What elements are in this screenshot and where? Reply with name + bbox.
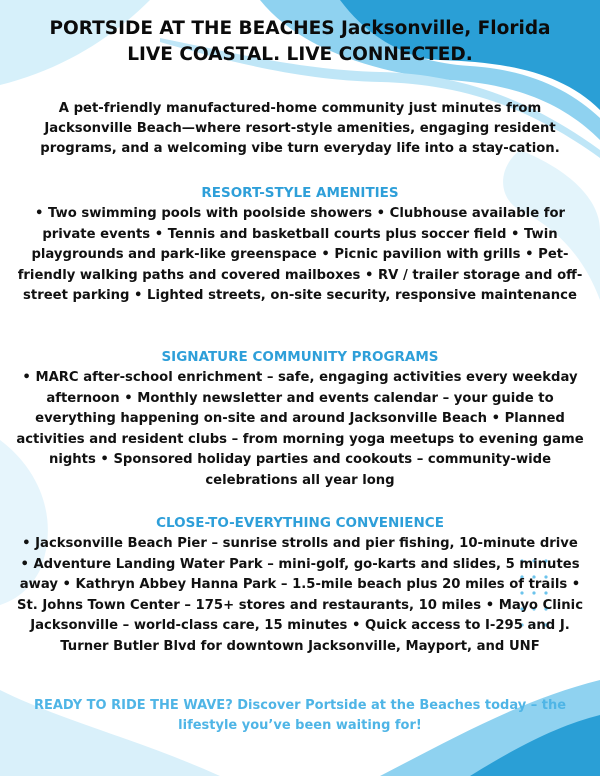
title-line: PORTSIDE AT THE BEACHES Jacksonville, Florida (49, 18, 551, 39)
section-title-amenities: RESORT-STYLE AMENITIES (201, 185, 399, 201)
page-title (20, 16, 580, 68)
section-title-programs: SIGNATURE COMMUNITY PROGRAMS (161, 349, 439, 365)
section-body-convenience: • Jacksonville Beach Pier – sunrise strolls and pier fishing, 10-minute drive • Adventure Landing Water Park – mini-golf, go-karts and slides, 5 minutes away • Kathryn Abbey Hanna Park – 1.5-mile beach plus 20 miles of trails • St. Johns Town Center – 175+ stores and restaurants, 10 miles • Mayo Clinic Jacksonville – world-class care, 15 minutes • Quick access to I-295 and J. Turner Butler Blvd for downtown Jacksonville, Mayport, and UNF (16, 536, 584, 654)
intro-paragraph: A pet-friendly manufactured-home community just minutes from Jacksonville Beach—where resort-style amenities, engaging resident programs, and a welcoming vibe turn everyday life into a stay-cation. (40, 101, 560, 156)
section-body-programs: • MARC after-school enrichment – safe, engaging activities every weekday afternoon • Monthly newsletter and events calendar – your guide to everything happening on-site and around Jacksonville Beach • Planned activities and resident clubs – from morning yoga meetups to evening game nights • Sponsored holiday parties and cookouts – community-wide celebrations all year long (16, 370, 584, 488)
section-title-convenience: CLOSE-TO-EVERYTHING CONVENIENCE (156, 515, 444, 531)
tagline: LIVE COASTAL. LIVE CONNECTED. (127, 44, 473, 65)
section-body-amenities: • Two swimming pools with poolside showers • Clubhouse available for private events • Tennis and basketball courts plus soccer field • Twin playgrounds and park-like greenspace • Picnic pavilion with grills • Pet-friendly walking paths and covered mailboxes • RV / trailer storage and off-street parking • Lighted streets, on-site security, responsive maintenance (17, 206, 583, 304)
call-to-action: READY TO RIDE THE WAVE? Discover Portside at the Beaches today – the lifestyle you’ve been waiting for! (33, 698, 567, 733)
